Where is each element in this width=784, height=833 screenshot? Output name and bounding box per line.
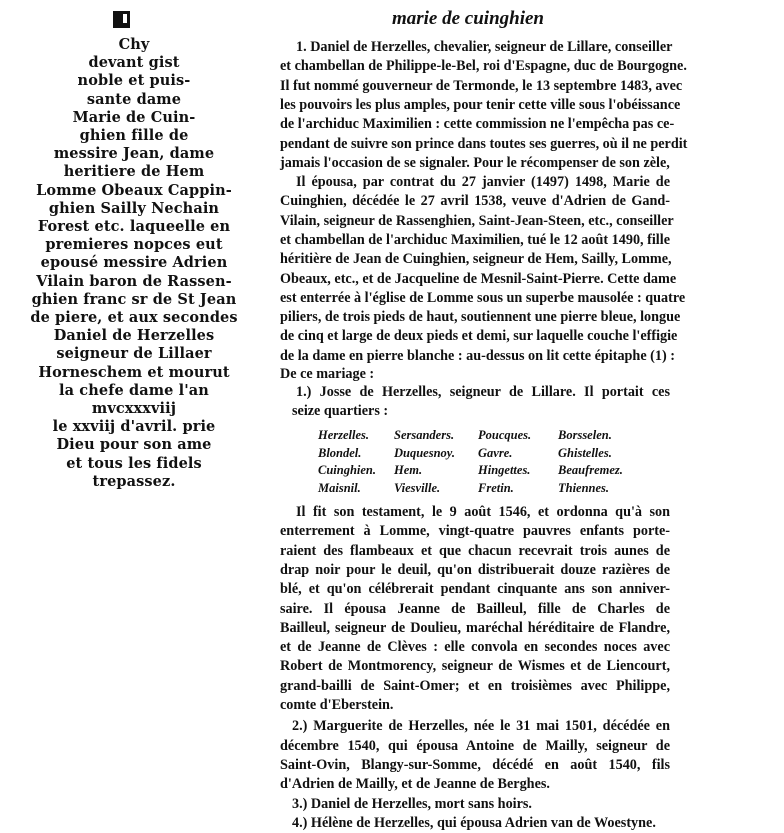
text-line: grand-bailli de Saint-Omer; et en troisièmes avec Philippe, <box>280 677 670 694</box>
epitaph-line: heritiere de Hem <box>63 163 205 181</box>
text-line: seize quartiers : <box>292 403 389 419</box>
text-line: est enterrée à l'église de Lomme sous un superbe mausolée : quatre <box>280 289 686 306</box>
epitaph-line: Chy <box>118 36 150 53</box>
epitaph-line: epousé messire Adrien <box>40 254 228 272</box>
text-line: blé, et qu'on célébrerait pendant cinquante ans son anniver- <box>280 581 670 598</box>
quarter-name: Beaufremez. <box>558 463 623 477</box>
epitaph-line: Lomme Obeaux Cappin- <box>36 181 232 199</box>
text-line: d'Adrien de Mailly, et de Jeanne de Berghes. <box>280 776 550 793</box>
quarters-row <box>318 428 638 446</box>
main-text-column <box>268 0 784 831</box>
quarter-name: Thiennes. <box>558 480 610 495</box>
quarter-name: Ghistelles. <box>558 445 612 460</box>
epitaph-line: noble et puis- <box>77 72 191 90</box>
epitaph-line: Forest etc. laqueelle en <box>37 218 231 235</box>
text-line: décembre 1540, qui épousa Antoine de Mailly, seigneur de <box>280 737 670 754</box>
quarters-row <box>318 446 638 464</box>
text-line: 1.) Josse de Herzelles, seigneur de Lillare. Il portait ces <box>296 384 670 400</box>
epitaph-line: la chefe dame l'an <box>59 381 209 399</box>
text-line: Vilain, seigneur de Rassenghien, Saint-Jean-Steen, etc., conseiller <box>280 212 674 229</box>
text-line: comte d'Eberstein. <box>280 697 394 713</box>
epitaph-column <box>0 0 268 827</box>
quarter-name: Fretin. <box>478 480 514 495</box>
text-line: héritière de Jean de Cuinghien, seigneur de Hem, Sailly, Lomme, <box>280 251 672 268</box>
quarter-name: Duquesnoy. <box>394 445 456 460</box>
quarter-name: Maisnil. <box>318 480 361 495</box>
quarter-name: Poucques. <box>478 428 532 442</box>
text-line: 3.) Daniel de Herzelles, mort sans hoirs. <box>292 795 532 812</box>
text-line: Bailleul, seigneur de Doulieu, maréchal héréditaire de Flandre, <box>280 619 670 636</box>
text-line: Saint-Ovin, Blangy-sur-Somme, décédé en août 1540, fils <box>280 756 670 773</box>
text-line: enterrement à Lomme, vingt-quatre pauvres enfants porte- <box>280 523 670 540</box>
text-line: de l'archiduc Maximilien : cette commission ne l'empêcha pas ce- <box>280 116 675 133</box>
text-line: drap noir pour le deuil, qu'on distribuerait douze razières de <box>280 561 670 578</box>
quarter-name: Viesville. <box>394 480 441 495</box>
page-title: marie de cuinghien <box>391 8 544 29</box>
text-line: Robert de Montmorency, seigneur de Wismes et de Liencourt, <box>280 658 670 675</box>
quarters-row <box>318 463 638 481</box>
epitaph-line: devant gist <box>88 54 180 72</box>
text-line: pendant de suivre son prince dans toutes ses guerres, où il ne perdit <box>280 135 688 152</box>
text-line: jamais l'occasion de se signaler. Pour le récompenser de son zèle, <box>280 154 670 171</box>
quarters-table <box>318 428 638 498</box>
quarter-name: Borsselen. <box>558 428 612 442</box>
epitaph-line: et tous les fidels <box>66 454 202 472</box>
epitaph-line: Daniel de Herzelles <box>53 327 215 345</box>
text-line: Obeaux, etc., et de Jacqueline de Mesnil-Saint-Pierre. Cette dame <box>280 270 677 287</box>
text-line: 4.) Hélène de Herzelles, qui épousa Adrien van de Woestyne. <box>292 814 656 831</box>
text-line: Cuinghien, décédée le 27 avril 1538, veuve d'Adrien de Gand- <box>280 193 670 210</box>
text-line: et chambellan de l'archiduc Maximilien, tué le 12 août 1490, fille <box>280 231 670 248</box>
text-line: de la dame en pierre blanche : au-dessus on lit cette épitaphe (1) : <box>280 347 675 364</box>
quarter-name: Herzelles. <box>318 428 370 442</box>
text-line: et de Jeanne de Clèves : elle convola en secondes noces avec <box>280 639 670 656</box>
epitaph-line: mvcxxxviij <box>91 400 177 417</box>
epitaph-line: ghien Sailly Nechain <box>48 199 220 217</box>
epitaph-line: Horneschem et mourut <box>38 363 230 381</box>
text-line: Il fut nommé gouverneur de Termonde, le 13 septembre 1483, avec <box>280 77 683 94</box>
quarter-name: Hingettes. <box>478 463 531 477</box>
text-line: et chambellan de Philippe-le-Bel, roi d'Espagne, duc de Bourgogne. <box>280 58 687 75</box>
text-line: 2.) Marguerite de Herzelles, née le 31 mai 1501, décédée en <box>292 718 670 735</box>
epitaph-line: Vilain baron de Rassen- <box>36 272 232 290</box>
paragraph-mark-icon <box>113 11 130 28</box>
text-line: les pouvoirs les plus amples, pour tenir cette ville sous l'obéissance <box>280 96 681 113</box>
epitaph-line: messire Jean, dame <box>53 145 215 163</box>
text-line: raient des flambeaux et que chacun recevrait trois aunes de <box>280 542 670 559</box>
epitaph-line: seigneur de Lillaer <box>56 345 212 363</box>
epitaph-line: Marie de Cuin- <box>72 108 196 126</box>
text-line: De ce mariage : <box>280 366 375 382</box>
quarters-row <box>318 481 638 499</box>
text-line: Il fit son testament, le 9 août 1546, et ordonna qu'à son <box>296 504 670 520</box>
epitaph-line: de piere, et aux secondes <box>30 309 238 326</box>
quarter-name: Cuinghien. <box>318 463 377 477</box>
epitaph-line: trepassez. <box>92 472 176 490</box>
quarter-name: Blondel. <box>318 445 362 460</box>
quarter-name: Gavre. <box>478 445 513 460</box>
epitaph-line: premieres nopces eut <box>45 236 223 254</box>
text-line: piliers, de trois pieds de haut, soutiennent une pierre bleue, longue <box>280 309 681 326</box>
epitaph-line: le xxviij d'avril. prie <box>52 418 216 436</box>
epitaph-line: sante dame <box>86 90 182 108</box>
epitaph-line: ghien franc sr de St Jean <box>31 290 237 308</box>
quarter-name: Hem. <box>394 463 423 477</box>
text-line: saire. Il épousa Jeanne de Bailleul, fille de Charles de <box>280 600 670 617</box>
quarter-name: Sersanders. <box>394 428 455 442</box>
text-line: de cinq et large de deux pieds et demi, sur laquelle couche l'effigie <box>280 328 678 345</box>
epitaph-line: Dieu pour son ame <box>56 436 212 454</box>
text-line: Il épousa, par contrat du 27 janvier (1497) 1498, Marie de <box>296 174 670 190</box>
text-line: 1. Daniel de Herzelles, chevalier, seigneur de Lillare, conseiller <box>296 39 673 55</box>
epitaph-line: ghien fille de <box>79 127 189 144</box>
